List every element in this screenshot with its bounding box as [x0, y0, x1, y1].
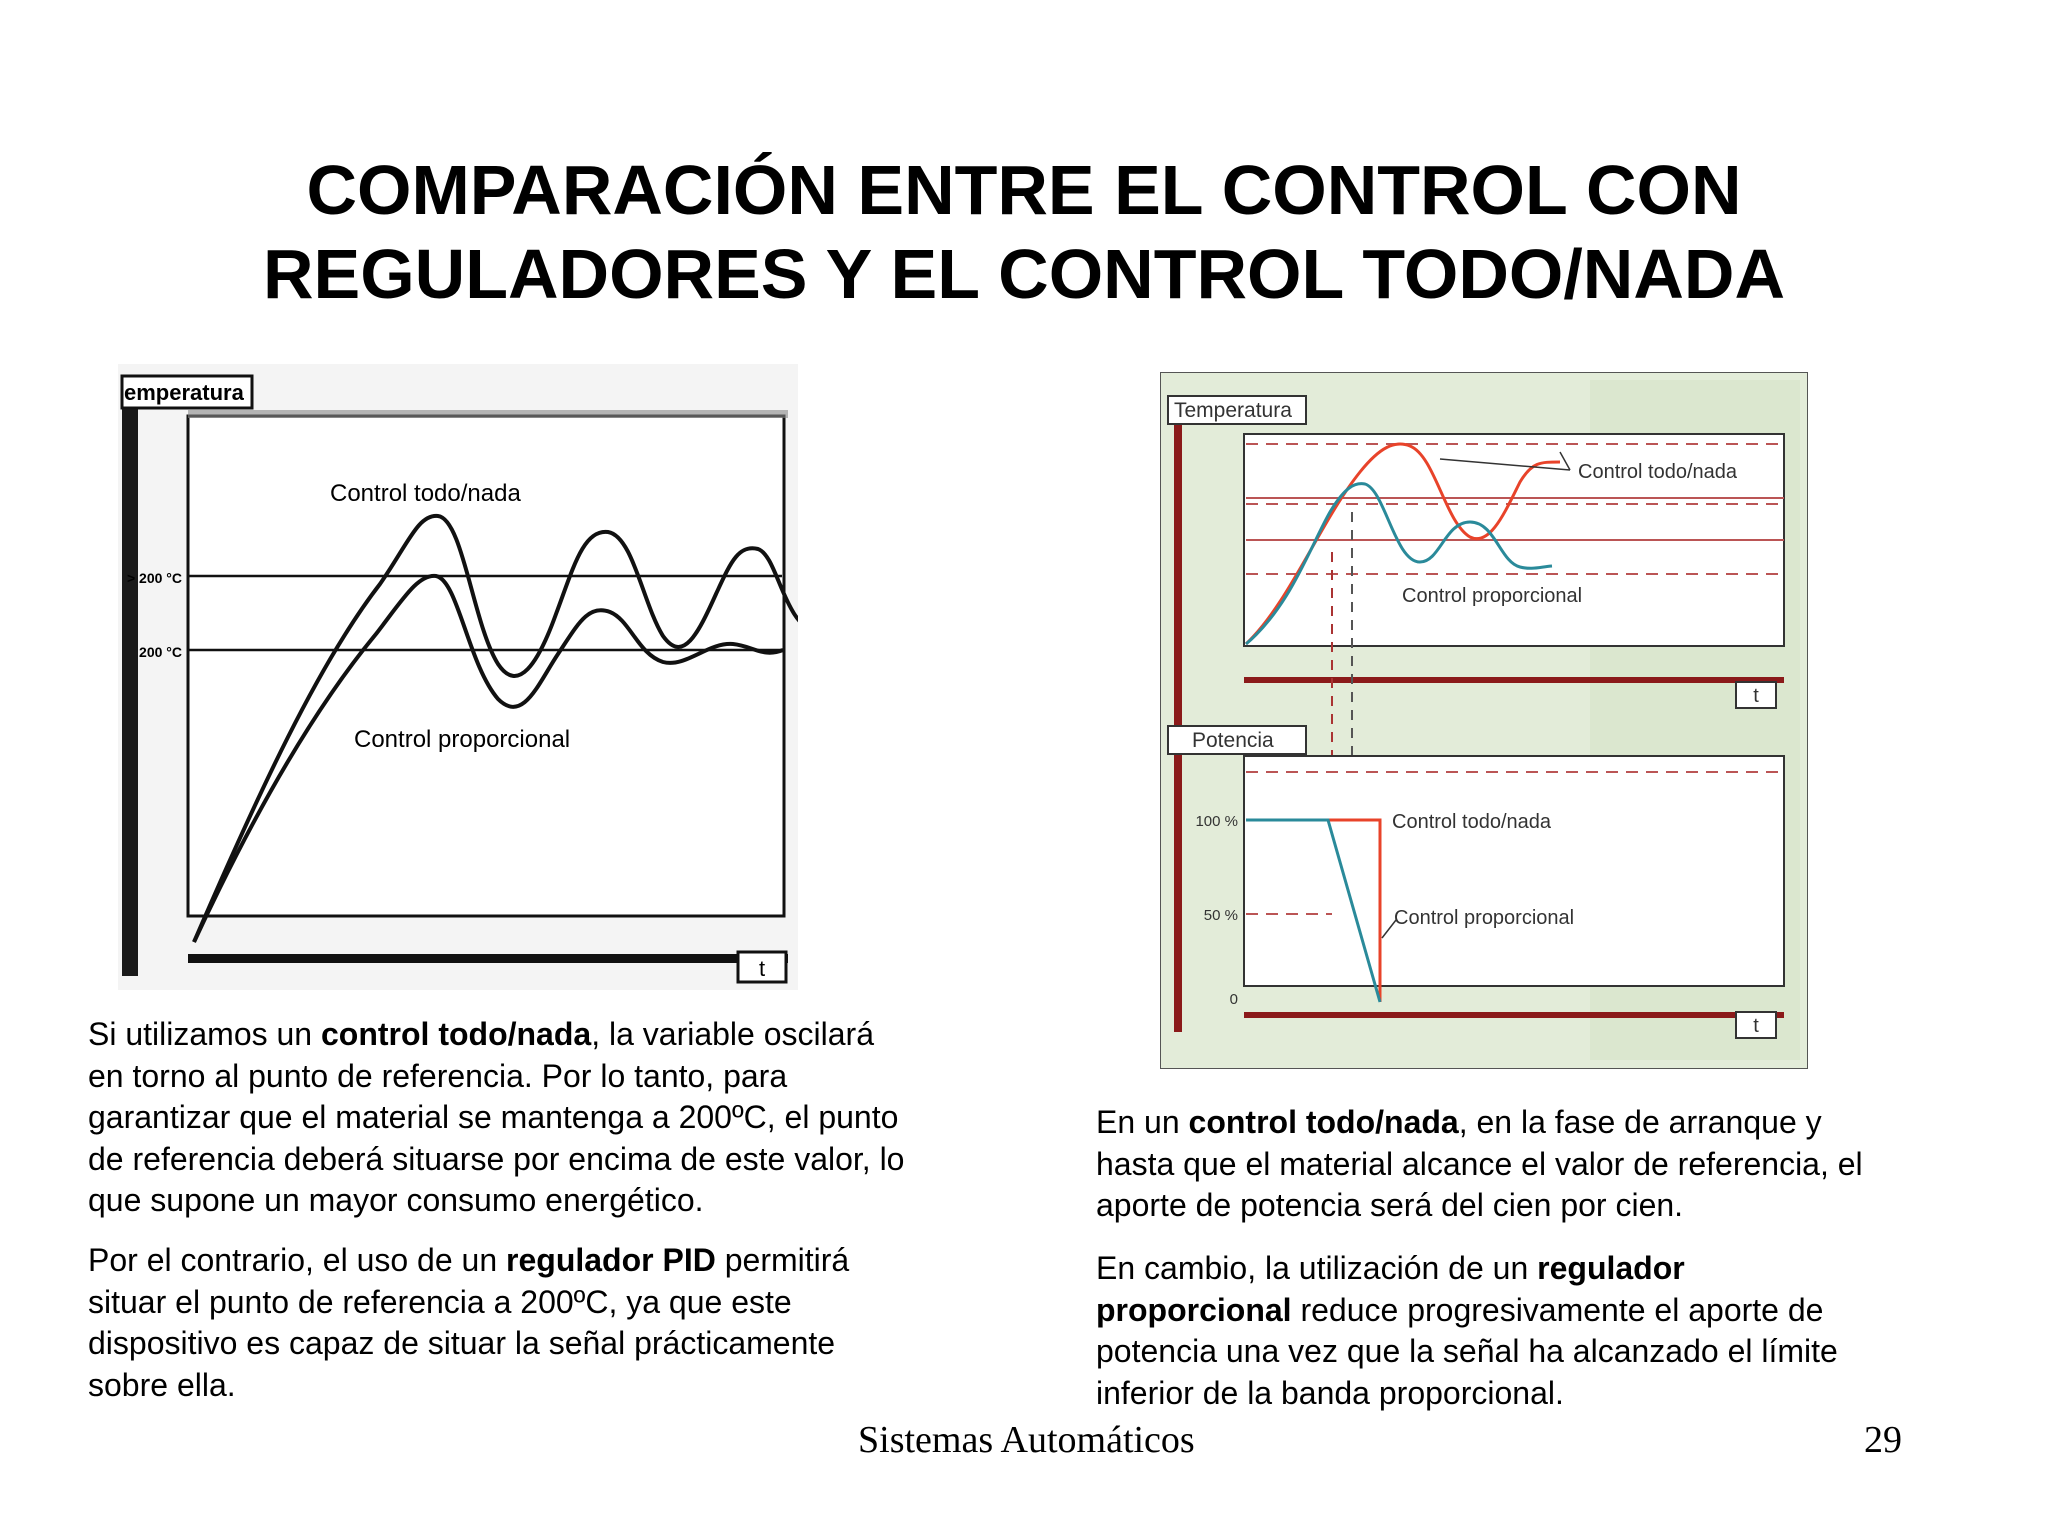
- text-segment: de referencia deberá situarse por encima de este valor, lo: [88, 1140, 905, 1177]
- text-segment: situar el punto de referencia a 200ºC, ya que este: [88, 1283, 792, 1320]
- text-line: [88, 1014, 904, 1056]
- left-x-axis-bar: [188, 954, 788, 963]
- text-segment: Por el contrario, el uso de un: [88, 1242, 507, 1278]
- text-segment: , en la fase de arranque y: [1458, 1104, 1822, 1140]
- text-line: [1096, 1248, 1838, 1290]
- left-axis-label: emperatura: [124, 380, 244, 405]
- text-segment: , la variable oscilará: [591, 1016, 874, 1052]
- bottom-x-axis-bar: [1244, 1012, 1784, 1018]
- bottom-plot-frame: [1244, 756, 1784, 986]
- text-line: [1096, 1102, 1863, 1144]
- left-y-axis-bar: [122, 376, 138, 976]
- text-segment: garantizar que el material se mantenga a 200ºC, el punto: [88, 1099, 899, 1135]
- bottom-y-axis-bar: [1174, 732, 1182, 1032]
- tick-100: 100 %: [1195, 813, 1238, 830]
- text-segment: inferior de la banda proporcional.: [1096, 1374, 1564, 1411]
- text-segment: dispositivo es capaz de situar la señal prácticamente: [88, 1325, 836, 1361]
- text-line: [88, 1240, 849, 1282]
- bold-term: regulador: [1537, 1250, 1685, 1286]
- left-label-todo-nada: Control todo/nada: [330, 480, 521, 507]
- top-label-proporcional: Control proporcional: [1402, 585, 1583, 607]
- text-segment: hasta que el material alcance el valor de referencia, el: [1096, 1145, 1863, 1182]
- right-temperature-power-chart: [1160, 372, 1808, 1069]
- text-line: [88, 1180, 904, 1222]
- slide-title: [0, 148, 2048, 316]
- tick-0: 0: [1229, 991, 1238, 1008]
- text-line: [88, 1097, 904, 1139]
- right-paragraph-1: [1096, 1102, 1863, 1227]
- top-label-todo-nada: Control todo/nada: [1578, 461, 1738, 483]
- text-line: [88, 1323, 849, 1365]
- text-segment: potencia una vez que la señal ha alcanzado el límite: [1096, 1333, 1838, 1369]
- bold-term: proporcional: [1096, 1291, 1292, 1328]
- left-paragraph-2: [88, 1240, 849, 1406]
- text-line: [88, 1056, 904, 1098]
- text-segment: sobre ella.: [88, 1366, 236, 1403]
- bottom-axis-label: Potencia: [1192, 729, 1274, 752]
- left-temperature-chart: [118, 364, 798, 990]
- text-segment: aporte de potencia será del cien por cien.: [1096, 1187, 1684, 1223]
- text-line: [1096, 1373, 1838, 1415]
- text-line: [1096, 1290, 1838, 1332]
- left-x-label: t: [758, 956, 766, 981]
- text-segment: Si utilizamos un: [88, 1016, 321, 1052]
- text-line: [1096, 1144, 1863, 1186]
- bottom-label-todo-nada: Control todo/nada: [1392, 811, 1552, 833]
- page-number: 29: [1864, 1419, 1902, 1461]
- slide-title-line-1: COMPARACIÓN ENTRE EL CONTROL CON: [306, 151, 1742, 229]
- left-paragraph-1: [88, 1014, 904, 1222]
- top-x-label: t: [1753, 685, 1759, 707]
- text-line: [1096, 1185, 1863, 1227]
- right-paragraph-2: [1096, 1248, 1838, 1414]
- top-x-axis-bar: [1244, 677, 1784, 683]
- text-line: [88, 1365, 849, 1407]
- slide-title-line-2: REGULADORES Y EL CONTROL TODO/NADA: [262, 235, 1786, 313]
- text-segment: En un: [1096, 1104, 1189, 1140]
- bottom-label-proporcional: Control proporcional: [1394, 907, 1575, 929]
- bold-term: control todo/nada: [320, 1016, 592, 1052]
- text-segment: que supone un mayor consumo energético.: [88, 1182, 704, 1218]
- text-segment: En cambio, la utilización de un: [1096, 1250, 1538, 1286]
- text-line: [88, 1139, 904, 1181]
- bottom-x-label: t: [1753, 1015, 1759, 1037]
- footer-course: Sistemas Automáticos: [858, 1419, 1195, 1461]
- text-segment: permitirá: [715, 1242, 850, 1278]
- left-label-proporcional: Control proporcional: [354, 726, 571, 753]
- text-line: [1096, 1331, 1838, 1373]
- text-segment: reduce progresivamente el aporte de: [1291, 1291, 1824, 1328]
- top-axis-label: Temperatura: [1174, 399, 1292, 422]
- text-line: [88, 1282, 849, 1324]
- bold-term: control todo/nada: [1188, 1104, 1459, 1140]
- bold-term: regulador PID: [506, 1242, 716, 1278]
- tick-50: 50 %: [1203, 907, 1238, 924]
- text-segment: en torno al punto de referencia. Por lo tanto, para: [88, 1057, 788, 1094]
- left-ref-upper-label: > 200 °C: [126, 570, 182, 586]
- left-ref-lower-label: 200 °C: [139, 644, 182, 660]
